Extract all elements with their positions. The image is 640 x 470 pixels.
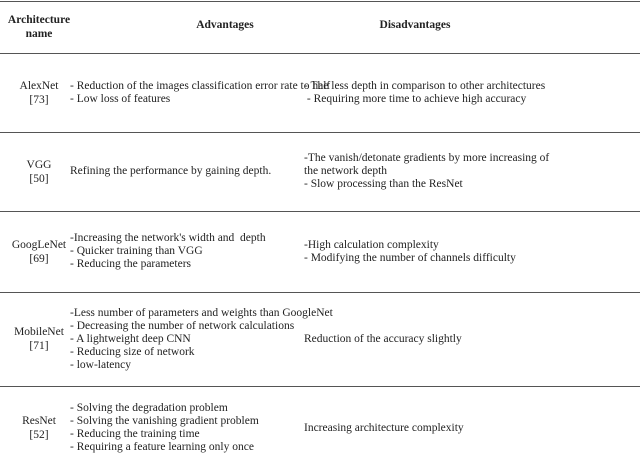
advantages-cell-line: - Reducing size of network — [70, 345, 195, 358]
table-header-row — [0, 1, 640, 53]
advantages-cell-line: Refining the performance by gaining depth. — [70, 165, 272, 177]
header-disadvantages: Disadvantages — [379, 19, 451, 31]
architecture-name-cell-line: [73] — [29, 93, 49, 106]
architecture-name-cell — [0, 292, 78, 386]
disadvantages-cell-line: - Modifying the number of channels difficulty — [304, 251, 516, 264]
disadvantages-cell — [304, 132, 634, 211]
disadvantages-cell-line: the network depth — [304, 165, 388, 177]
architecture-name-cell-line: [52] — [29, 429, 49, 441]
table-row — [0, 132, 640, 211]
architecture-name-cell — [0, 132, 78, 211]
advantages-cell-line: - Low loss of features — [70, 92, 171, 105]
advantages-cell-line: - Reducing the parameters — [70, 258, 192, 270]
advantages-cell-line: - Quicker training than VGG — [70, 245, 203, 257]
header-architecture-name — [0, 1, 78, 53]
architecture-name-cell-line: [50] — [29, 172, 49, 185]
architecture-name-cell — [0, 386, 78, 470]
disadvantages-cell-line: -The vanish/detonate gradients by more increasing of — [304, 152, 550, 164]
advantages-cell — [70, 292, 333, 386]
advantages-cell — [70, 386, 300, 470]
architecture-name-cell-line: [69] — [29, 252, 49, 265]
advantages-cell-line: - A lightweight deep CNN — [70, 332, 191, 345]
advantages-cell — [70, 53, 331, 132]
table-row — [0, 53, 640, 132]
advantages-cell-line: - Requiring a feature learning only once — [70, 441, 254, 453]
architecture-name-cell-line: ResNet — [22, 415, 56, 427]
disadvantages-cell-line: - Slow processing than the ResNet — [304, 178, 463, 190]
table-row — [0, 292, 640, 386]
header-advantages: Advantages — [196, 19, 254, 31]
disadvantages-cell-line: -High calculation complexity — [304, 238, 439, 251]
advantages-cell-line: - Solving the vanishing gradient problem — [70, 415, 259, 427]
advantages-cell-line: - Reducing the training time — [70, 428, 200, 440]
architecture-name-cell — [0, 211, 78, 292]
disadvantages-cell-line: Reduction of the accuracy slightly — [304, 332, 462, 345]
disadvantages-cell-line: Increasing architecture complexity — [304, 421, 464, 434]
header-name-line1: Architecture — [7, 14, 71, 26]
disadvantages-cell — [304, 292, 634, 386]
advantages-cell-line: -Increasing the network's width and depth — [70, 232, 266, 244]
advantages-cell-line: - Reduction of the images classification error rate to half — [70, 79, 331, 92]
advantages-cell-line: -Less number of parameters and weights than GoogleNet — [70, 306, 333, 319]
architecture-name-cell — [0, 53, 78, 132]
architecture-name-cell-line: AlexNet — [19, 79, 59, 92]
disadvantages-cell — [304, 53, 634, 132]
disadvantages-cell-line: - The less depth in comparison to other architectures — [304, 79, 546, 92]
disadvantages-cell — [304, 386, 634, 470]
advantages-cell — [70, 211, 300, 292]
architecture-name-cell-line: GoogLeNet — [11, 238, 67, 251]
header-name-line2: name — [25, 28, 53, 40]
architecture-name-cell-line: VGG — [26, 158, 52, 171]
table-row — [0, 386, 640, 470]
table-row — [0, 211, 640, 292]
advantages-cell-line: - Solving the degradation problem — [70, 402, 228, 414]
disadvantages-cell-line: - Requiring more time to achieve high accuracy — [304, 92, 527, 105]
disadvantages-cell — [304, 211, 634, 292]
advantages-cell-line: - low-latency — [70, 358, 131, 371]
advantages-cell — [70, 132, 300, 211]
architecture-name-cell-line: MobileNet — [14, 326, 64, 338]
advantages-cell-line: - Decreasing the number of network calculations — [70, 319, 295, 332]
architecture-name-cell-line: [71] — [29, 340, 49, 352]
